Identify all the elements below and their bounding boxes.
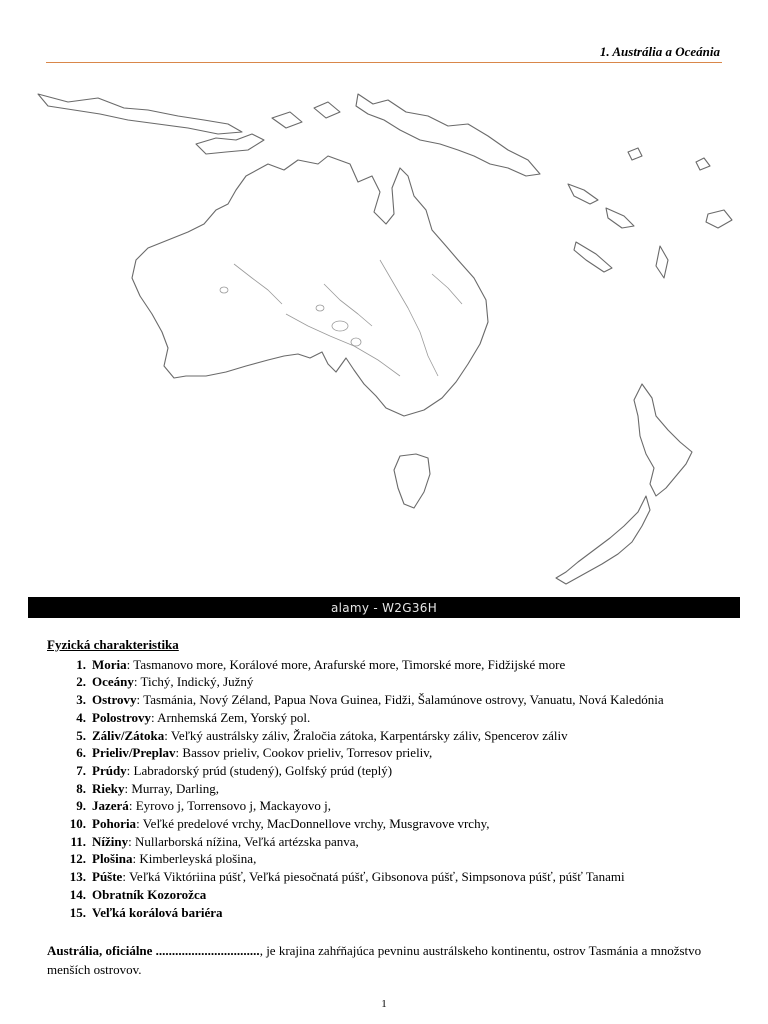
list-item-detail: Tasmánia, Nový Zéland, Papua Nova Guinea, Fidži, Šalamúnove ostrovy, Vanuatu, Nová Kaledónia — [143, 692, 664, 708]
list-item — [47, 815, 727, 833]
list-item-term: Oceány — [92, 674, 134, 690]
list-item-body — [92, 762, 392, 780]
intro-paragraph — [47, 941, 717, 979]
list-item-term: Prúdy — [92, 762, 127, 778]
list-item-detail: Tasmanovo more, Korálové more, Arafurské more, Timorské more, Fidžijské more — [133, 656, 566, 672]
list-item — [47, 709, 727, 727]
river-line — [234, 264, 282, 304]
list-item-body — [92, 744, 432, 762]
list-item-term: Moria — [92, 656, 127, 672]
list-item-number: 3. — [76, 692, 86, 708]
list-item-separator: : — [164, 727, 171, 743]
list-item-separator: : — [136, 692, 144, 708]
list-item-number: 1. — [76, 656, 86, 672]
list-item-detail: Arnhemská Zem, Yorský pol. — [157, 709, 311, 725]
islands-outline-small-3 — [696, 158, 710, 170]
list-item-number: 5. — [76, 727, 86, 743]
list-item-separator: : — [126, 762, 134, 778]
list-item-number: 2. — [76, 674, 86, 690]
list-item-number: 8. — [76, 780, 86, 796]
list-item-detail: Veľký austrálsky záliv, Žraločia zátoka, Karpentársky záliv, Spencerov záliv — [170, 727, 568, 743]
list-item-detail: Veľká Viktóriina púšť, Veľká piesočnatá púšť, Gibsonova púšť, Simpsonova púšť, púšť Tanami — [128, 869, 625, 885]
list-item-term: Plošina — [92, 851, 133, 867]
list-item-separator: : — [128, 833, 135, 849]
islands-outline-small-1 — [272, 112, 302, 128]
tasmania-outline — [394, 454, 430, 508]
list-item — [47, 868, 727, 886]
list-item-body — [92, 691, 664, 709]
list-item — [47, 833, 727, 851]
list-item-term: Nížiny — [92, 833, 129, 849]
feature-list — [47, 656, 727, 922]
list-item-body — [92, 673, 253, 691]
list-item-body — [92, 868, 625, 886]
river-line — [432, 274, 462, 304]
list-item-number: 12. — [69, 851, 86, 867]
intro-paragraph-lead: Austrália, oficiálne ................................ — [47, 943, 260, 959]
list-item — [47, 673, 727, 691]
list-item-number: 4. — [76, 709, 86, 725]
outline-map-australia-oceania — [28, 64, 740, 597]
page-number: 1 — [381, 998, 387, 1010]
list-item-detail: Kimberleyská plošina, — [139, 851, 257, 867]
list-item-term: Púšte — [92, 869, 123, 885]
list-item-number: 10. — [69, 816, 86, 832]
list-item-separator: : — [132, 851, 140, 867]
islands-outline-small-4 — [628, 148, 642, 160]
list-item-term: Rieky — [92, 780, 125, 796]
list-item — [47, 904, 727, 922]
content — [47, 636, 727, 979]
list-item-body — [92, 886, 206, 904]
list-item-number: 7. — [76, 762, 86, 778]
islands-outline-small-2 — [314, 102, 340, 118]
map-watermark-bar — [28, 597, 740, 618]
list-item-detail: Veľké predelové vrchy, MacDonnellove vrchy, Musgravove vrchy, — [142, 816, 490, 832]
list-item-separator: : — [126, 656, 134, 672]
list-item-number: 11. — [70, 833, 86, 849]
lake-outline — [351, 338, 361, 346]
list-item-term: Jazerá — [92, 798, 129, 814]
lake-outline — [316, 305, 324, 311]
list-item-detail: Labradorský prúd (studený), Golfský prúd (teplý) — [133, 762, 393, 778]
section-heading: Fyzická charakteristika — [47, 637, 179, 652]
list-item-detail: Bassov prieliv, Cookov prieliv, Torresov prieliv, — [182, 745, 433, 761]
river-line — [324, 284, 372, 326]
list-item-separator: : — [122, 869, 129, 885]
list-item — [47, 797, 727, 815]
list-item-body — [92, 797, 331, 815]
list-item-term: Veľká korálová bariéra — [92, 904, 223, 920]
list-item-detail: Eyrovo j, Torrensovo j, Mackayovo j, — [135, 798, 331, 814]
islands-outline-nw — [38, 94, 242, 134]
list-item — [47, 691, 727, 709]
list-item-separator: : — [128, 798, 136, 814]
list-item-term: Prieliv/Preplav — [92, 745, 176, 761]
list-item — [47, 744, 727, 762]
intro-paragraph-rest: , je krajina zahŕňajúca pevninu austrálskeho kontinentu, ostrov Tasmánia a množstvo menších ostrovov. — [47, 943, 702, 978]
river-line — [286, 314, 400, 376]
list-item-term: Polostrovy — [92, 709, 151, 725]
list-item — [47, 850, 727, 868]
australia-outline — [132, 156, 488, 416]
list-item-body — [92, 709, 310, 727]
fiji-outline — [706, 210, 732, 228]
new-zealand-north-island-outline — [634, 384, 692, 496]
list-item-detail: Nullarborská nížina, Veľká artézska panva, — [135, 833, 359, 849]
new-zealand-south-island-outline — [556, 496, 650, 584]
list-item-separator: : — [150, 709, 158, 725]
list-item-body — [92, 815, 489, 833]
list-item-body — [92, 780, 219, 798]
list-item — [47, 780, 727, 798]
list-item-number: 6. — [76, 745, 86, 761]
list-item-body — [92, 850, 256, 868]
list-item — [47, 886, 727, 904]
list-item-detail: Tichý, Indický, Južný — [140, 674, 254, 690]
list-item-term: Ostrovy — [92, 692, 137, 708]
list-item-term: Záliv/Zátoka — [92, 727, 165, 743]
list-item-number: 9. — [76, 798, 86, 814]
list-item-term: Pohoria — [92, 816, 137, 832]
page-header — [46, 42, 722, 63]
river-line — [380, 260, 438, 376]
vanuatu-outline — [656, 246, 668, 278]
new-guinea-outline — [356, 94, 540, 176]
list-item-detail: Murray, Darling, — [131, 780, 219, 796]
list-item-body — [92, 656, 565, 674]
list-item-separator: : — [133, 674, 141, 690]
lake-outline — [332, 321, 348, 331]
solomon-islands-outline — [568, 184, 598, 204]
list-item-separator: : — [136, 816, 143, 832]
lake-outline — [220, 287, 228, 293]
list-item-number: 13. — [69, 869, 86, 885]
new-caledonia-outline — [574, 242, 612, 272]
timor-outline — [196, 134, 264, 154]
list-item-separator: : — [175, 745, 183, 761]
list-item — [47, 656, 727, 674]
list-item-body — [92, 727, 568, 745]
list-item-body — [92, 904, 223, 922]
list-item-separator: : — [124, 780, 132, 796]
solomon-islands-outline-2 — [606, 208, 634, 228]
list-item — [47, 727, 727, 745]
map-watermark-text: alamy - W2G36H — [330, 600, 438, 615]
list-item-number: 15. — [69, 904, 86, 920]
header-title: 1. Austrália a Oceánia — [599, 44, 720, 59]
list-item-body — [92, 833, 359, 851]
list-item-term: Obratník Kozorožca — [92, 886, 207, 902]
list-item-number: 14. — [69, 886, 86, 902]
list-item — [47, 762, 727, 780]
